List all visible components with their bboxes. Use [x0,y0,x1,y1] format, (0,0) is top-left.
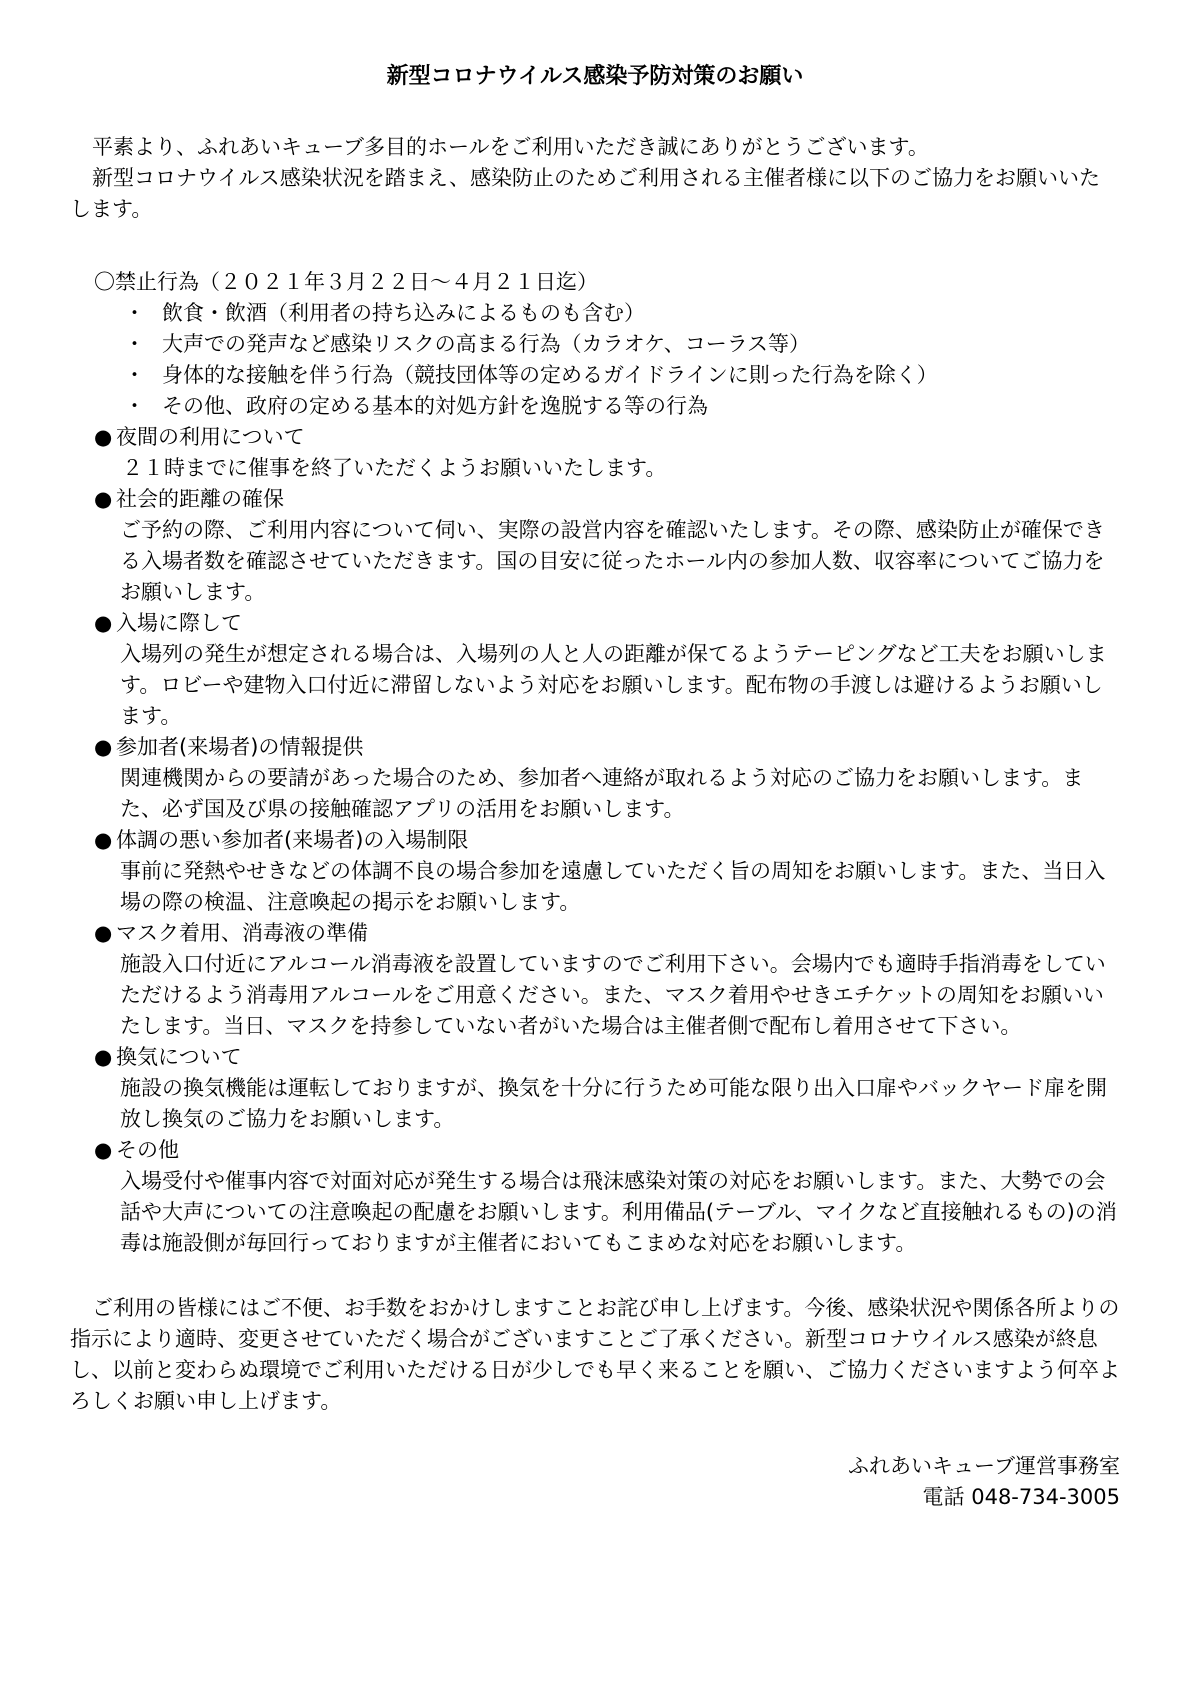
list-item [70,391,1120,422]
bullet-icon: ● [94,828,113,852]
section-ventilation [70,1042,1120,1135]
section-social-distance [70,484,1120,608]
section-heading [70,732,1120,763]
intro-paragraph: 新型コロナウイルス感染状況を踏まえ、感染防止のためご利用される主催者様に以下のご協力をお願いいたします。 [70,166,1100,221]
section-heading [70,484,1120,515]
section-heading [70,422,1120,453]
section-body: 入場列の発生が想定される場合は、入場列の人と人の距離が保てるようテーピングなど工夫をお願いします。ロビーや建物入口付近に滞留しないよう対応をお願いします。配布物の手渡しは避けるようお願いします。 [120,642,1107,728]
list-item [70,360,1120,391]
section-night-use [70,422,1120,484]
list-item [70,298,1120,329]
section-participant-info [70,732,1120,825]
phone-number: 電話 048-734-3005 [922,1485,1120,1509]
bullet-icon: ● [94,425,113,449]
prohibited-acts [70,267,1120,422]
section-heading [70,1135,1120,1166]
section-heading-text: 夜間の利用について [116,425,305,449]
section-body: 施設入口付近にアルコール消毒液を設置していますのでご利用下さい。会場内でも適時手指消毒をしていただけるよう消毒用アルコールをご用意ください。また、マスク着用やせきエチケットの周知をお願いいたします。当日、マスクを持参していない者がいた場合は主催者側で配布し着用させて下さい。 [120,952,1106,1038]
section-heading [70,825,1120,856]
signature [70,1451,1120,1513]
bullet-dot: ・ [124,332,145,356]
intro [70,132,1120,225]
closing-paragraph: ご利用の皆様にはご不便、お手数をおかけしますことお詫び申し上げます。今後、感染状況や関係各所よりの指示により適時、変更させていただく場合がございますことご了承ください。新型コロナウイルス感染が終息し、以前と変わらぬ環境でご利用いただける日が少しでも早く来ることを願い、ご協力くださいますよう何卒よろしくお願い申し上げます。 [70,1296,1120,1413]
bullet-icon: ● [94,611,113,635]
section-mask-disinfectant [70,918,1120,1042]
section-entry [70,608,1120,732]
section-entry-restriction [70,825,1120,918]
list-item-text: 大声での発声など感染リスクの高まる行為（カラオケ、コーラス等） [162,332,811,356]
section-body: 事前に発熱やせきなどの体調不良の場合参加を遠慮していただく旨の周知をお願いします。また、当日入場の際の検温、注意喚起の掲示をお願いします。 [120,859,1106,914]
section-heading-text: 参加者(来場者)の情報提供 [116,735,364,759]
bullet-icon: ● [94,735,113,759]
section-body: 関連機関からの要請があった場合のため、参加者へ連絡が取れるよう対応のご協力をお願いします。また、必ず国及び県の接触確認アプリの活用をお願いします。 [120,766,1084,821]
section-heading-text: マスク着用、消毒液の準備 [116,921,368,945]
section-heading-text: その他 [116,1138,179,1162]
section-heading-text: 社会的距離の確保 [116,487,284,511]
section-heading-text: 入場に際して [116,611,242,635]
intro-paragraph: 平素より、ふれあいキューブ多目的ホールをご利用いただき誠にありがとうございます。 [92,135,929,159]
bullet-icon: ● [94,1045,113,1069]
prohibited-list [70,298,1120,422]
document-title: 新型コロナウイルス感染予防対策のお願い [386,64,804,89]
list-item-text: 身体的な接触を伴う行為（競技団体等の定めるガイドラインに則った行為を除く） [162,363,938,387]
section-heading-text: 換気について [116,1045,242,1069]
list-item-text: 飲食・飲酒（利用者の持ち込みによるものも含む） [162,301,645,325]
bullet-icon: ● [94,921,113,945]
bullet-icon: ● [94,487,113,511]
bullet-dot: ・ [124,394,145,418]
bullet-icon: ● [94,1138,113,1162]
section-heading [70,1042,1120,1073]
section-heading [70,918,1120,949]
list-item [70,329,1120,360]
section-heading [70,608,1120,639]
office-name: ふれあいキューブ運営事務室 [848,1454,1120,1478]
section-body: ご予約の際、ご利用内容について伺い、実際の設営内容を確認いたします。その際、感染防止が確保できる入場者数を確認させていただきます。国の目安に従ったホール内の参加人数、収容率についてご協力をお願いします。 [120,518,1105,604]
section-body: 施設の換気機能は運転しておりますが、換気を十分に行うため可能な限り出入口扉やバックヤード扉を開放し換気のご協力をお願いします。 [120,1076,1107,1131]
bullet-dot: ・ [124,301,145,325]
list-item-text: その他、政府の定める基本的対処方針を逸脱する等の行為 [162,394,708,418]
prohibited-heading: 〇禁止行為（２０２１年３月２２日～４月２１日迄） [94,270,598,294]
section-body: 入場受付や催事内容で対面対応が発生する場合は飛沫感染対策の対応をお願いします。また、大勢での会話や大声についての注意喚起の配慮をお願いします。利用備品(テーブル、マイクなど直接触れるもの)の消毒は施設側が毎回行っておりますが主催者においてもこまめな対応をお願いします。 [120,1169,1117,1255]
section-heading-text: 体調の悪い参加者(来場者)の入場制限 [116,828,469,852]
section-other [70,1135,1120,1259]
bullet-dot: ・ [124,363,145,387]
section-body: ２１時までに催事を終了いただくようお願いいたします。 [122,456,667,480]
